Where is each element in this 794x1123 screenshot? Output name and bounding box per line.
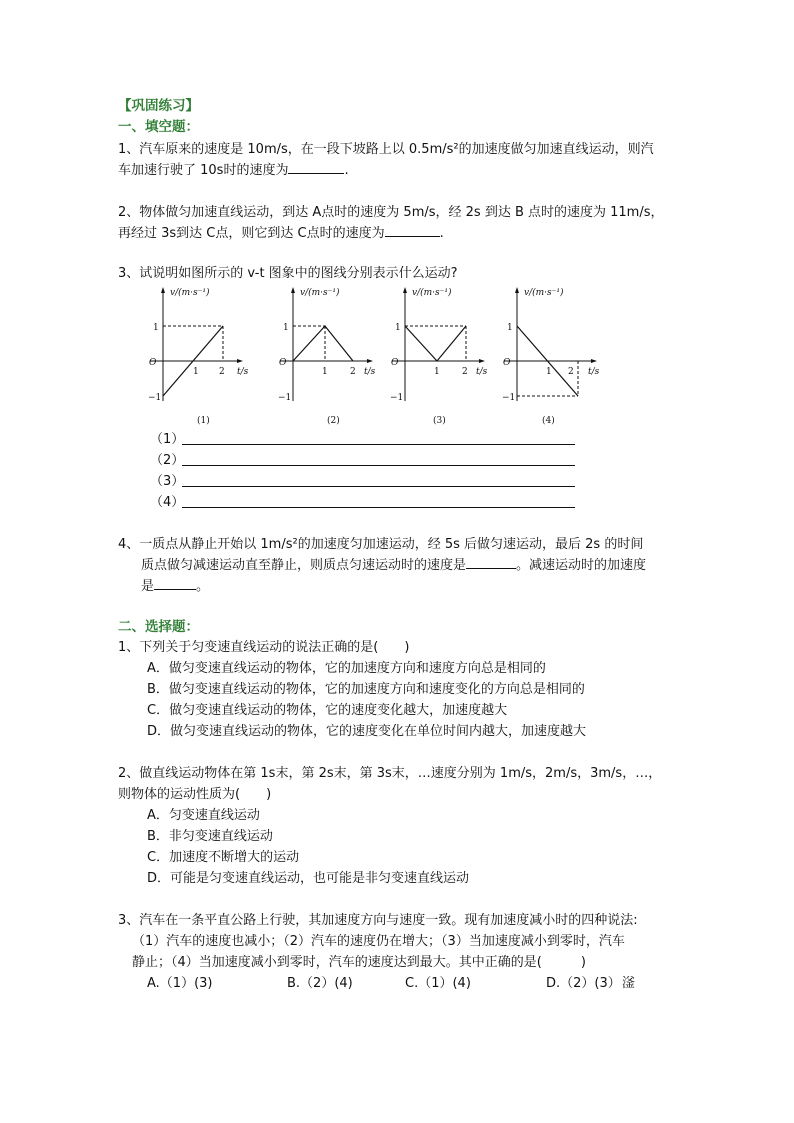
graph-1-tlabel: t/s <box>237 367 249 377</box>
graph-2-line <box>293 326 353 361</box>
graph-4-svg <box>494 283 600 433</box>
choice-q2-option-b[interactable]: B．非匀变速直线运动 <box>147 829 273 844</box>
graph-3-svg <box>382 283 488 433</box>
graph-1-svg <box>140 283 249 433</box>
fill-q2-line2 <box>118 224 444 243</box>
fill-q4-line2 <box>141 556 646 575</box>
graph-1-t-arrow <box>237 359 243 363</box>
graph-4-caption: (4) <box>542 416 555 426</box>
fill-q4-line1: 4、一质点从静止开始以 1m/s²的加速度匀加速运动，经 5s 后做匀速运动，最后 2s 的时间 <box>118 537 644 552</box>
answer-line-3[interactable] <box>182 486 575 487</box>
fill-q4-text3: 是 <box>141 579 155 594</box>
fill-q1-line2 <box>118 161 349 180</box>
graph-4-tick-1: 1 <box>546 367 552 377</box>
choice-q2-option-d[interactable]: D．可能是匀变速直线运动，也可能是非匀变速直线运动 <box>147 871 470 886</box>
graph-2-ylabel: v/(m·s⁻¹) <box>300 288 340 298</box>
choice-q3-option-d[interactable]: D.（2）(3） <box>546 976 621 991</box>
graph-3-origin: O <box>391 358 399 368</box>
choice-q2-line2: 则物体的运动性质为( ) <box>118 787 272 802</box>
graph-1-origin: O <box>149 358 157 368</box>
answer-line-2[interactable] <box>182 465 575 466</box>
answer-label-2: （2） <box>150 453 185 468</box>
graph-3 <box>382 283 488 433</box>
choice-q1-option-c[interactable]: C．做匀变速直线运动的物体，它的速度变化越大，加速度越大 <box>147 703 508 718</box>
choice-q3-option-c[interactable]: C.（1）(4) <box>405 976 471 991</box>
graph-4-ylabel: v/(m·s⁻¹) <box>524 288 564 298</box>
graph-4-tick-2: 2 <box>568 367 574 377</box>
choice-q1-option-d[interactable]: D．做匀变速直线运动的物体，它的速度变化在单位时间内越大，加速度越大 <box>147 724 587 739</box>
choice-q1-stem: 1、下列关于匀变速直线运动的说法正确的是( ) <box>118 640 410 655</box>
graph-1 <box>140 283 249 433</box>
choice-q3-line3: 静止；（4）当加速度减小到零时，汽车的速度达到最大。其中正确的是( ) <box>132 955 586 970</box>
choice-q1-option-b[interactable]: B．做匀变速直线运动的物体，它的加速度方向和速度变化的方向总是相同的 <box>147 682 585 697</box>
choice-q3-mark: 滏 <box>622 976 636 991</box>
graph-4-tick-neg: −1 <box>502 393 516 403</box>
choice-q2-option-c[interactable]: C．加速度不断增大的运动 <box>147 850 300 865</box>
answer-line-1[interactable] <box>182 444 575 445</box>
graph-2-tlabel: t/s <box>364 367 376 377</box>
graph-3-tick-1: 1 <box>434 367 440 377</box>
fill-q2-blank[interactable] <box>385 224 440 237</box>
graph-1-tick-neg: −1 <box>148 393 162 403</box>
fill-q4-text: 质点做匀减速运动直至静止，则质点匀速运动时的速度是 <box>141 558 467 573</box>
graph-2 <box>270 283 376 433</box>
choice-q3-option-b[interactable]: B.（2）(4) <box>287 976 353 991</box>
graph-4 <box>494 283 600 433</box>
graph-2-origin: O <box>279 358 287 368</box>
fill-q2-line1: 2、物体做匀加速直线运动，到达 A点时的速度为 5m/s，经 2s 到达 B 点时的速度为 11m/s， <box>118 205 664 220</box>
choice-q3-option-a[interactable]: A.（1）(3) <box>147 976 213 991</box>
graph-2-tick-neg: −1 <box>278 393 292 403</box>
choice-q1-option-a[interactable]: A．做匀变速直线运动的物体，它的加速度方向和速度方向总是相同的 <box>147 661 546 676</box>
graph-3-tick-neg: −1 <box>390 393 404 403</box>
graph-1-ylabel: v/(m·s⁻¹) <box>170 288 210 298</box>
fill-q1-end: . <box>344 163 349 178</box>
choice-q2-line1: 2、做直线运动物体在第 1s末，第 2s末，第 3s末，…速度分别为 1m/s，2m/s，3m/s，…， <box>118 766 662 781</box>
choice-q3-line1: 3、汽车在一条平直公路上行驶，其加速度方向与速度一致。现有加速度减小时的四种说法: <box>118 913 638 928</box>
graph-3-tick-pos: 1 <box>395 323 401 333</box>
section-fill-heading: 一、填空题： <box>118 119 199 135</box>
graph-2-caption: (2) <box>327 416 340 426</box>
graph-3-line <box>405 326 466 361</box>
graph-3-ylabel: v/(m·s⁻¹) <box>412 288 452 298</box>
graph-1-v-arrow <box>161 287 165 293</box>
answer-label-4: （4） <box>150 495 185 510</box>
fill-q1-text: 车加速行驶了 10s时的速度为 <box>118 163 289 178</box>
fill-q4-mid: 。减速运动时的加速度 <box>516 558 647 573</box>
choice-q3-line2: （1）汽车的速度也减小；（2）汽车的速度仍在增大；（3）当加速度减小到零时，汽车 <box>132 934 625 949</box>
fill-q4-end: 。 <box>196 579 210 594</box>
graph-3-tlabel: t/s <box>476 367 488 377</box>
graph-2-svg <box>270 283 376 433</box>
graph-1-tick-2: 2 <box>219 367 225 377</box>
consolidation-title: 【巩固练习】 <box>118 98 199 114</box>
answer-line-4[interactable] <box>182 507 575 508</box>
section-choice-heading: 二、选择题： <box>118 619 199 635</box>
graph-3-tick-2: 2 <box>462 367 468 377</box>
fill-q1-blank[interactable] <box>288 161 344 174</box>
graph-2-tick-pos: 1 <box>283 323 289 333</box>
choice-q2-option-a[interactable]: A．匀变速直线运动 <box>147 808 260 823</box>
graph-1-tick-1: 1 <box>193 367 199 377</box>
graph-4-origin: O <box>503 358 511 368</box>
answer-label-1: （1） <box>150 432 185 447</box>
graph-2-tick-2: 2 <box>350 367 356 377</box>
graph-1-tick-pos: 1 <box>153 323 159 333</box>
fill-q4-blank-1[interactable] <box>466 556 516 569</box>
fill-q2-text: 再经过 3s到达 C点，则它到达 C点时的速度为 <box>118 226 385 241</box>
fill-q4-blank-2[interactable] <box>154 577 196 590</box>
fill-q1-line1: 1、汽车原来的速度是 10m/s，在一段下坡路上以 0.5m/s²的加速度做匀加速直线运动，则汽 <box>118 142 654 157</box>
fill-q4-line3 <box>141 577 209 596</box>
graph-4-tlabel: t/s <box>588 367 600 377</box>
graph-3-caption: (3) <box>433 416 446 426</box>
fill-q3-line1: 3、试说明如图所示的 v-t 图象中的图线分别表示什么运动? <box>118 266 458 281</box>
answer-label-3: （3） <box>150 474 185 489</box>
graph-4-tick-pos: 1 <box>507 323 513 333</box>
graph-2-tick-1: 1 <box>322 367 328 377</box>
fill-q2-end: . <box>439 226 444 241</box>
graph-1-caption: (1) <box>197 416 210 426</box>
